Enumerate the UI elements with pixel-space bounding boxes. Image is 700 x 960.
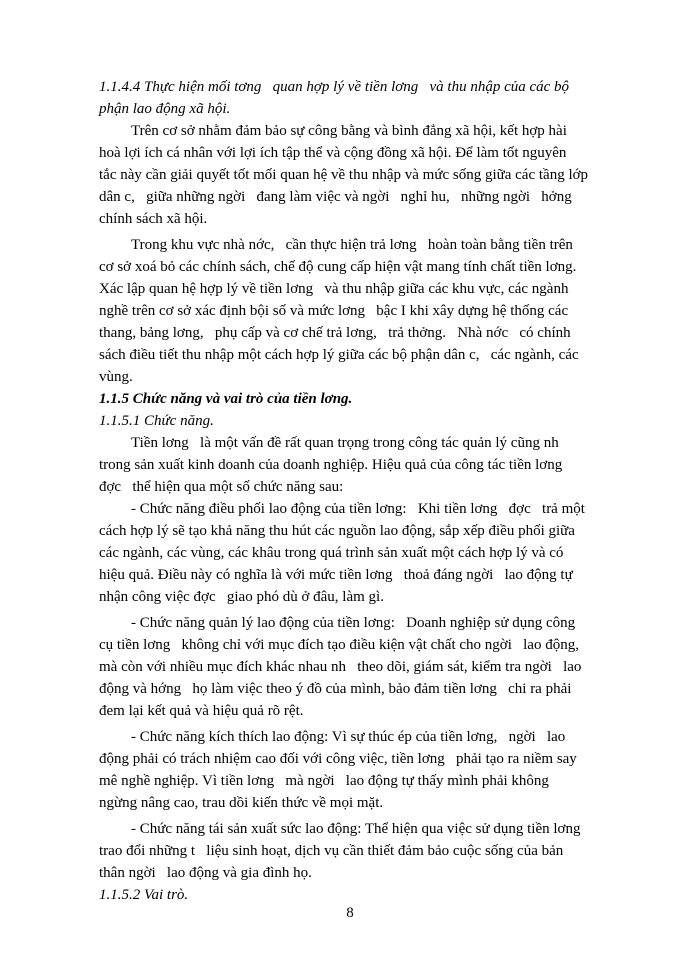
text-line: Xác lập quan hệ hợp lý về tiền lơng và thu nhập giữa các khu vực, các ngành — [99, 281, 569, 297]
text-line: Trên cơ sở nhằm đảm bảo sự công bằng và bình đẳng xã hội, kết hợp hài — [131, 123, 567, 139]
page-number: 8 — [346, 905, 354, 921]
paragraph-function-stimulation — [99, 726, 639, 814]
section-heading-1-1-5-2: 1.1.5.2 Vai trò. — [99, 887, 189, 903]
text-line: ngừng nâng cao, trau dồi kiến thức về mọi mặt. — [99, 795, 384, 811]
text-line: - Chức năng điều phối lao động của tiền lơng: Khi tiền lơng đợc trả một — [131, 501, 585, 517]
section-heading-1-1-5-1: 1.1.5.1 Chức năng. — [99, 413, 214, 429]
text-line: mà còn với nhiều mục đích khác nhau nh theo dõi, giám sát, kiểm tra ngời lao — [99, 659, 582, 675]
text-line: các ngành, các vùng, các khâu trong quá trình sản xuất một cách hợp lý và có — [99, 545, 564, 561]
text-line: hoà lợi ích cá nhân với lợi ích tập thể và cộng đồng xã hội. Để làm tốt nguyên — [99, 145, 567, 161]
text-line: nhận công việc đợc giao phó dù ở đâu, làm gì. — [99, 589, 384, 605]
text-line: hiệu quả. Điều này có nghĩa là với mức tiền lơng thoả đáng ngời lao động tự — [99, 567, 573, 583]
section-heading-1-1-5: 1.1.5 Chức năng và vai trò của tiền lơng. — [99, 391, 353, 407]
text-line: phận lao động xã hội. — [99, 101, 231, 117]
text-line: nghề trên cơ sở xác định bội số và mức lơng bậc I khi xây dựng hệ thống các — [99, 303, 569, 319]
text-line: - Chức năng quản lý lao động của tiền lơng: Doanh nghiệp sử dụng công — [131, 615, 576, 631]
section-heading-1-1-4-4 — [99, 76, 639, 120]
paragraph — [99, 120, 639, 230]
paragraph-function-reproduction — [99, 818, 639, 884]
text-line: thang, bảng lơng, phụ cấp và cơ chế trả lơng, trả thởng. Nhà nớc có chính — [99, 325, 571, 341]
text-line: cụ tiền lơng không chỉ với mục đích tạo điều kiện vật chất cho ngời lao động, — [99, 637, 579, 653]
text-line: thân ngời lao động và gia đình họ. — [99, 865, 312, 881]
paragraph — [99, 432, 639, 498]
text-line: 1.1.4.4 Thực hiện mối tơng quan hợp lý về tiền lơng và thu nhập của các bộ — [99, 79, 570, 95]
text-line: trong sản xuất kinh doanh của doanh nghiệp. Hiệu quả của công tác tiền lơng — [99, 457, 563, 473]
text-line: động và hớng họ làm việc theo ý đồ của mình, bảo đảm tiền lơng chi ra phải — [99, 681, 572, 697]
text-line: vùng. — [99, 369, 133, 385]
text-line: cơ sở xoá bỏ các chính sách, chế độ cung cấp hiện vật mang tính chất tiền lơng. — [99, 259, 577, 275]
text-line: trao đổi những t liệu sinh hoạt, dịch vụ cần thiết đảm bảo cuộc sống của bản — [99, 843, 564, 859]
document-body — [99, 76, 639, 906]
text-line: cách hợp lý sẽ tạo khả năng thu hút các nguồn lao động, sắp xếp điều phối giữa — [99, 523, 575, 539]
text-line: tắc này cần giải quyết tốt mối quan hệ về thu nhập và mức sống giữa các tầng lớp — [99, 167, 589, 183]
paragraph-function-management — [99, 612, 639, 722]
text-line: - Chức năng kích thích lao động: Vì sự thúc ép của tiền lơng, ngời lao — [131, 729, 566, 745]
text-line: chính sách xã hội. — [99, 211, 208, 227]
text-line: đem lại kết quả và hiệu quả rõ rệt. — [99, 703, 304, 719]
text-line: động phải có trách nhiệm cao đối với công việc, tiền lơng phải tạo ra niềm say — [99, 751, 577, 767]
text-line: Trong khu vực nhà nớc, cần thực hiện trả lơng hoàn toàn bằng tiền trên — [131, 237, 573, 253]
paragraph-function-coordination — [99, 498, 639, 608]
paragraph — [99, 234, 639, 388]
text-line: dân c, giữa những ngời đang làm việc và ngời nghỉ hu, những ngời hởng — [99, 189, 572, 205]
text-line: đợc thể hiện qua một số chức năng sau: — [99, 479, 344, 495]
text-line: Tiền lơng là một vấn đề rất quan trọng trong công tác quản lý cũng nh — [131, 435, 559, 451]
text-line: - Chức năng tái sản xuất sức lao động: Thể hiện qua việc sử dụng tiền lơng — [131, 821, 581, 837]
text-line: sách điều tiết thu nhập một cách hợp lý giữa các bộ phận dân c, các ngành, các — [99, 347, 579, 363]
text-line: mê nghề nghiệp. Vì tiền lơng mà ngời lao động tự thấy mình phải không — [99, 773, 549, 789]
